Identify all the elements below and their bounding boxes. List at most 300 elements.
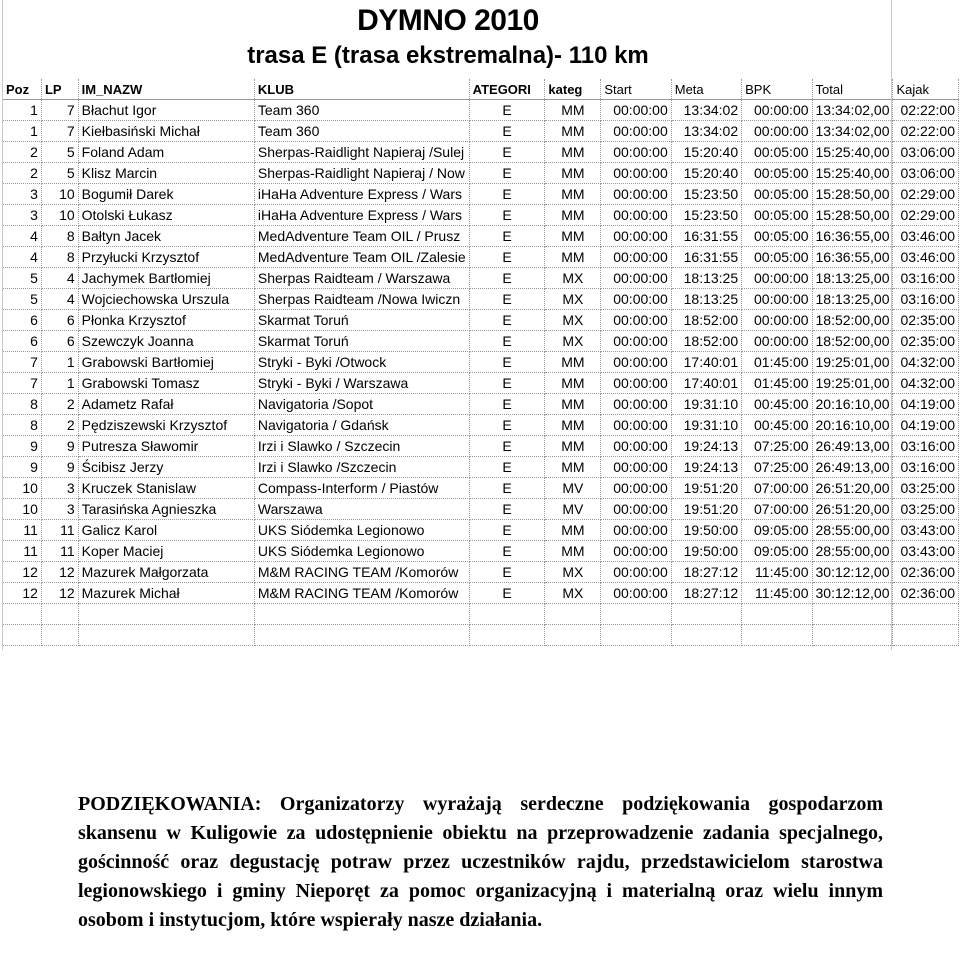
cell-club[interactable]: Stryki - Byki /Otwock bbox=[254, 352, 469, 373]
cell-bpk[interactable]: 00:05:00 bbox=[742, 247, 812, 268]
column-header-club[interactable]: KLUB bbox=[254, 79, 469, 100]
cell-bpk[interactable]: 09:05:00 bbox=[742, 541, 812, 562]
cell-start[interactable]: 00:00:00 bbox=[601, 184, 671, 205]
cell-name[interactable]: Mazurek Michał bbox=[78, 583, 254, 604]
cell-start[interactable]: 00:00:00 bbox=[601, 478, 671, 499]
cell-total[interactable]: 20:16:10,00 bbox=[812, 394, 893, 415]
cell-lp[interactable]: 11 bbox=[41, 520, 78, 541]
cell-bpk[interactable]: 00:00:00 bbox=[742, 331, 812, 352]
cell-category[interactable]: E bbox=[469, 100, 545, 121]
cell-category[interactable]: E bbox=[469, 394, 545, 415]
cell-name[interactable]: Klisz Marcin bbox=[78, 163, 254, 184]
cell-kajak[interactable]: 03:43:00 bbox=[893, 520, 959, 541]
cell-poz[interactable]: 10 bbox=[3, 499, 41, 520]
cell-category[interactable]: E bbox=[469, 415, 545, 436]
cell-club[interactable]: Skarmat Toruń bbox=[254, 331, 469, 352]
cell-lp[interactable]: 4 bbox=[41, 289, 78, 310]
cell-meta[interactable]: 13:34:02 bbox=[671, 121, 741, 142]
cell-name[interactable]: Grabowski Bartłomiej bbox=[78, 352, 254, 373]
cell-total[interactable]: 26:49:13,00 bbox=[812, 457, 893, 478]
cell-kajak[interactable]: 03:25:00 bbox=[893, 478, 959, 499]
cell-start[interactable]: 00:00:00 bbox=[601, 583, 671, 604]
cell-kateg[interactable]: MM bbox=[545, 121, 601, 142]
cell-lp[interactable]: 5 bbox=[41, 142, 78, 163]
table-row bbox=[3, 478, 959, 499]
cell-total[interactable]: 19:25:01,00 bbox=[812, 373, 893, 394]
column-header-meta[interactable]: Meta bbox=[671, 79, 741, 100]
cell-name[interactable]: Błachut Igor bbox=[78, 100, 254, 121]
cell-start[interactable]: 00:00:00 bbox=[601, 394, 671, 415]
column-header-poz[interactable]: Poz bbox=[3, 79, 41, 100]
cell-poz[interactable]: 8 bbox=[3, 394, 41, 415]
cell-poz[interactable]: 7 bbox=[3, 373, 41, 394]
cell-bpk[interactable]: 01:45:00 bbox=[742, 352, 812, 373]
cell-lp[interactable]: 2 bbox=[41, 415, 78, 436]
cell-start[interactable]: 00:00:00 bbox=[601, 541, 671, 562]
cell-kajak[interactable]: 02:35:00 bbox=[893, 331, 959, 352]
cell-club[interactable]: MedAdventure Team OIL /Zalesie bbox=[254, 247, 469, 268]
cell-total[interactable]: 13:34:02,00 bbox=[812, 100, 893, 121]
cell-bpk[interactable]: 11:45:00 bbox=[742, 583, 812, 604]
cell-club[interactable]: Sherpas-Raidlight Napieraj /Sulej bbox=[254, 142, 469, 163]
cell-name[interactable]: Tarasińska Agnieszka bbox=[78, 499, 254, 520]
cell-poz[interactable]: 2 bbox=[3, 163, 41, 184]
cell-start[interactable]: 00:00:00 bbox=[601, 205, 671, 226]
cell-category[interactable]: E bbox=[469, 247, 545, 268]
cell-kateg[interactable]: MM bbox=[545, 373, 601, 394]
cell-bpk[interactable]: 07:00:00 bbox=[742, 499, 812, 520]
cell-lp[interactable]: 6 bbox=[41, 331, 78, 352]
cell-start[interactable]: 00:00:00 bbox=[601, 436, 671, 457]
cell-kajak[interactable]: 03:25:00 bbox=[893, 499, 959, 520]
cell-kajak[interactable]: 03:06:00 bbox=[893, 163, 959, 184]
cell-category[interactable]: E bbox=[469, 121, 545, 142]
cell-name[interactable]: Mazurek Małgorzata bbox=[78, 562, 254, 583]
cell-lp[interactable]: 6 bbox=[41, 310, 78, 331]
cell-kateg[interactable]: MM bbox=[545, 205, 601, 226]
cell-bpk[interactable]: 11:45:00 bbox=[742, 562, 812, 583]
cell-start[interactable]: 00:00:00 bbox=[601, 310, 671, 331]
cell-lp[interactable]: 10 bbox=[41, 205, 78, 226]
cell-lp[interactable]: 3 bbox=[41, 478, 78, 499]
cell-poz[interactable]: 11 bbox=[3, 520, 41, 541]
cell-poz[interactable]: 3 bbox=[3, 205, 41, 226]
cell-club[interactable]: Skarmat Toruń bbox=[254, 310, 469, 331]
cell-start[interactable]: 00:00:00 bbox=[601, 142, 671, 163]
cell-kajak[interactable]: 02:29:00 bbox=[893, 205, 959, 226]
cell-total[interactable]: 16:36:55,00 bbox=[812, 226, 893, 247]
cell-poz[interactable]: 6 bbox=[3, 310, 41, 331]
cell-total[interactable]: 18:13:25,00 bbox=[812, 268, 893, 289]
empty-cell[interactable] bbox=[41, 604, 78, 625]
cell-club[interactable]: Sherpas-Raidlight Napieraj / Now bbox=[254, 163, 469, 184]
cell-name[interactable]: Adametz Rafał bbox=[78, 394, 254, 415]
cell-category[interactable]: E bbox=[469, 310, 545, 331]
cell-name[interactable]: Galicz Karol bbox=[78, 520, 254, 541]
cell-lp[interactable]: 10 bbox=[41, 184, 78, 205]
cell-kateg[interactable]: MX bbox=[545, 310, 601, 331]
cell-kateg[interactable]: MV bbox=[545, 478, 601, 499]
cell-name[interactable]: Kiełbasiński Michał bbox=[78, 121, 254, 142]
cell-total[interactable]: 26:49:13,00 bbox=[812, 436, 893, 457]
empty-cell[interactable] bbox=[254, 625, 469, 646]
cell-meta[interactable]: 15:23:50 bbox=[671, 184, 741, 205]
cell-club[interactable]: Irzi i Slawko / Szczecin bbox=[254, 436, 469, 457]
empty-cell[interactable] bbox=[78, 604, 254, 625]
empty-row bbox=[3, 604, 959, 625]
cell-total[interactable]: 15:28:50,00 bbox=[812, 205, 893, 226]
cell-club[interactable]: Stryki - Byki / Warszawa bbox=[254, 373, 469, 394]
cell-bpk[interactable]: 00:00:00 bbox=[742, 310, 812, 331]
cell-kajak[interactable]: 03:06:00 bbox=[893, 142, 959, 163]
cell-start[interactable]: 00:00:00 bbox=[601, 331, 671, 352]
cell-club[interactable]: M&M RACING TEAM /Komorów bbox=[254, 583, 469, 604]
cell-kateg[interactable]: MX bbox=[545, 268, 601, 289]
cell-lp[interactable]: 9 bbox=[41, 457, 78, 478]
cell-name[interactable]: Wojciechowska Urszula bbox=[78, 289, 254, 310]
cell-poz[interactable]: 4 bbox=[3, 247, 41, 268]
cell-club[interactable]: UKS Siódemka Legionowo bbox=[254, 541, 469, 562]
cell-meta[interactable]: 16:31:55 bbox=[671, 247, 741, 268]
cell-lp[interactable]: 4 bbox=[41, 268, 78, 289]
cell-meta[interactable]: 18:27:12 bbox=[671, 583, 741, 604]
cell-name[interactable]: Koper Maciej bbox=[78, 541, 254, 562]
cell-meta[interactable]: 18:27:12 bbox=[671, 562, 741, 583]
cell-meta[interactable]: 19:24:13 bbox=[671, 436, 741, 457]
cell-lp[interactable]: 8 bbox=[41, 247, 78, 268]
cell-meta[interactable]: 17:40:01 bbox=[671, 352, 741, 373]
cell-total[interactable]: 26:51:20,00 bbox=[812, 478, 893, 499]
cell-meta[interactable]: 19:51:20 bbox=[671, 478, 741, 499]
cell-meta[interactable]: 15:20:40 bbox=[671, 142, 741, 163]
cell-lp[interactable]: 2 bbox=[41, 394, 78, 415]
cell-total[interactable]: 28:55:00,00 bbox=[812, 520, 893, 541]
cell-club[interactable]: Team 360 bbox=[254, 121, 469, 142]
cell-name[interactable]: Grabowski Tomasz bbox=[78, 373, 254, 394]
cell-poz[interactable]: 3 bbox=[3, 184, 41, 205]
cell-poz[interactable]: 7 bbox=[3, 352, 41, 373]
cell-total[interactable]: 20:16:10,00 bbox=[812, 415, 893, 436]
cell-bpk[interactable]: 00:05:00 bbox=[742, 142, 812, 163]
cell-kateg[interactable]: MM bbox=[545, 184, 601, 205]
cell-meta[interactable]: 18:13:25 bbox=[671, 268, 741, 289]
cell-bpk[interactable]: 00:05:00 bbox=[742, 163, 812, 184]
cell-poz[interactable]: 11 bbox=[3, 541, 41, 562]
cell-poz[interactable]: 1 bbox=[3, 100, 41, 121]
cell-kateg[interactable]: MM bbox=[545, 520, 601, 541]
cell-bpk[interactable]: 07:25:00 bbox=[742, 457, 812, 478]
cell-kajak[interactable]: 03:16:00 bbox=[893, 436, 959, 457]
cell-meta[interactable]: 18:13:25 bbox=[671, 289, 741, 310]
cell-kateg[interactable]: MM bbox=[545, 247, 601, 268]
cell-name[interactable]: Otolski Łukasz bbox=[78, 205, 254, 226]
cell-lp[interactable]: 1 bbox=[41, 373, 78, 394]
cell-lp[interactable]: 5 bbox=[41, 163, 78, 184]
cell-name[interactable]: Płonka Krzysztof bbox=[78, 310, 254, 331]
cell-bpk[interactable]: 01:45:00 bbox=[742, 373, 812, 394]
cell-club[interactable]: iHaHa Adventure Express / Wars bbox=[254, 205, 469, 226]
cell-kateg[interactable]: MX bbox=[545, 562, 601, 583]
cell-poz[interactable]: 5 bbox=[3, 289, 41, 310]
cell-name[interactable]: Putresza Sławomir bbox=[78, 436, 254, 457]
cell-start[interactable]: 00:00:00 bbox=[601, 520, 671, 541]
empty-cell[interactable] bbox=[893, 625, 959, 646]
cell-kateg[interactable]: MV bbox=[545, 499, 601, 520]
cell-club[interactable]: M&M RACING TEAM /Komorów bbox=[254, 562, 469, 583]
cell-kajak[interactable]: 04:19:00 bbox=[893, 394, 959, 415]
cell-kateg[interactable]: MM bbox=[545, 100, 601, 121]
cell-meta[interactable]: 13:34:02 bbox=[671, 100, 741, 121]
empty-cell[interactable] bbox=[601, 604, 671, 625]
cell-start[interactable]: 00:00:00 bbox=[601, 163, 671, 184]
cell-meta[interactable]: 16:31:55 bbox=[671, 226, 741, 247]
cell-club[interactable]: Navigatoria / Gdańsk bbox=[254, 415, 469, 436]
cell-bpk[interactable]: 00:45:00 bbox=[742, 415, 812, 436]
cell-start[interactable]: 00:00:00 bbox=[601, 268, 671, 289]
empty-cell[interactable] bbox=[893, 604, 959, 625]
cell-bpk[interactable]: 00:05:00 bbox=[742, 205, 812, 226]
cell-start[interactable]: 00:00:00 bbox=[601, 289, 671, 310]
cell-kajak[interactable]: 03:16:00 bbox=[893, 457, 959, 478]
cell-category[interactable]: E bbox=[469, 436, 545, 457]
cell-category[interactable]: E bbox=[469, 163, 545, 184]
table-row bbox=[3, 562, 959, 583]
cell-kajak[interactable]: 03:46:00 bbox=[893, 247, 959, 268]
cell-category[interactable]: E bbox=[469, 478, 545, 499]
cell-kajak[interactable]: 04:19:00 bbox=[893, 415, 959, 436]
cell-kateg[interactable]: MM bbox=[545, 226, 601, 247]
cell-kateg[interactable]: MX bbox=[545, 289, 601, 310]
cell-kajak[interactable]: 02:36:00 bbox=[893, 583, 959, 604]
cell-club[interactable]: Compass-Interform / Piastów bbox=[254, 478, 469, 499]
cell-category[interactable]: E bbox=[469, 562, 545, 583]
cell-name[interactable]: Kruczek Stanislaw bbox=[78, 478, 254, 499]
cell-poz[interactable]: 5 bbox=[3, 268, 41, 289]
cell-name[interactable]: Ścibisz Jerzy bbox=[78, 457, 254, 478]
column-header-kateg[interactable]: kateg bbox=[545, 79, 601, 100]
cell-lp[interactable]: 12 bbox=[41, 583, 78, 604]
cell-meta[interactable]: 18:52:00 bbox=[671, 331, 741, 352]
cell-total[interactable]: 26:51:20,00 bbox=[812, 499, 893, 520]
cell-name[interactable]: Szewczyk Joanna bbox=[78, 331, 254, 352]
cell-meta[interactable]: 18:52:00 bbox=[671, 310, 741, 331]
cell-category[interactable]: E bbox=[469, 583, 545, 604]
cell-kajak[interactable]: 02:29:00 bbox=[893, 184, 959, 205]
cell-club[interactable]: Team 360 bbox=[254, 100, 469, 121]
column-header-kajak[interactable]: Kajak bbox=[893, 79, 959, 100]
cell-start[interactable]: 00:00:00 bbox=[601, 352, 671, 373]
cell-lp[interactable]: 11 bbox=[41, 541, 78, 562]
cell-kajak[interactable]: 02:22:00 bbox=[893, 100, 959, 121]
cell-total[interactable]: 30:12:12,00 bbox=[812, 583, 893, 604]
cell-club[interactable]: Irzi i Slawko /Szczecin bbox=[254, 457, 469, 478]
cell-start[interactable]: 00:00:00 bbox=[601, 562, 671, 583]
cell-name[interactable]: Pędziszewski Krzysztof bbox=[78, 415, 254, 436]
cell-bpk[interactable]: 00:00:00 bbox=[742, 268, 812, 289]
cell-poz[interactable]: 4 bbox=[3, 226, 41, 247]
cell-kateg[interactable]: MM bbox=[545, 142, 601, 163]
cell-start[interactable]: 00:00:00 bbox=[601, 121, 671, 142]
cell-poz[interactable]: 6 bbox=[3, 331, 41, 352]
cell-start[interactable]: 00:00:00 bbox=[601, 373, 671, 394]
cell-start[interactable]: 00:00:00 bbox=[601, 499, 671, 520]
empty-cell[interactable] bbox=[3, 625, 41, 646]
cell-total[interactable]: 13:34:02,00 bbox=[812, 121, 893, 142]
cell-bpk[interactable]: 00:00:00 bbox=[742, 121, 812, 142]
empty-cell[interactable] bbox=[3, 604, 41, 625]
column-header-category[interactable]: ATEGORI bbox=[469, 79, 545, 100]
cell-total[interactable]: 15:25:40,00 bbox=[812, 142, 893, 163]
cell-category[interactable]: E bbox=[469, 520, 545, 541]
cell-poz[interactable]: 2 bbox=[3, 142, 41, 163]
cell-total[interactable]: 18:52:00,00 bbox=[812, 331, 893, 352]
cell-lp[interactable]: 7 bbox=[41, 121, 78, 142]
cell-total[interactable]: 18:52:00,00 bbox=[812, 310, 893, 331]
empty-cell[interactable] bbox=[742, 604, 812, 625]
cell-poz[interactable]: 12 bbox=[3, 562, 41, 583]
cell-kajak[interactable]: 03:46:00 bbox=[893, 226, 959, 247]
column-header-start[interactable]: Start bbox=[601, 79, 671, 100]
cell-poz[interactable]: 9 bbox=[3, 436, 41, 457]
cell-lp[interactable]: 9 bbox=[41, 436, 78, 457]
cell-category[interactable]: E bbox=[469, 205, 545, 226]
cell-name[interactable]: Przyłucki Krzysztof bbox=[78, 247, 254, 268]
cell-bpk[interactable]: 00:45:00 bbox=[742, 394, 812, 415]
cell-kateg[interactable]: MM bbox=[545, 541, 601, 562]
cell-bpk[interactable]: 00:05:00 bbox=[742, 226, 812, 247]
cell-kateg[interactable]: MM bbox=[545, 415, 601, 436]
cell-kajak[interactable]: 03:16:00 bbox=[893, 268, 959, 289]
cell-meta[interactable]: 17:40:01 bbox=[671, 373, 741, 394]
cell-category[interactable]: E bbox=[469, 142, 545, 163]
cell-kajak[interactable]: 02:22:00 bbox=[893, 121, 959, 142]
cell-club[interactable]: Sherpas Raidteam /Nowa Iwiczn bbox=[254, 289, 469, 310]
column-header-total[interactable]: Total bbox=[812, 79, 893, 100]
cell-category[interactable]: E bbox=[469, 289, 545, 310]
cell-poz[interactable]: 10 bbox=[3, 478, 41, 499]
cell-meta[interactable]: 15:20:40 bbox=[671, 163, 741, 184]
cell-name[interactable]: Bogumił Darek bbox=[78, 184, 254, 205]
empty-cell[interactable] bbox=[601, 625, 671, 646]
cell-total[interactable]: 30:12:12,00 bbox=[812, 562, 893, 583]
empty-cell[interactable] bbox=[41, 625, 78, 646]
cell-bpk[interactable]: 09:05:00 bbox=[742, 520, 812, 541]
empty-cell[interactable] bbox=[671, 625, 741, 646]
cell-kateg[interactable]: MM bbox=[545, 457, 601, 478]
cell-lp[interactable]: 7 bbox=[41, 100, 78, 121]
empty-cell[interactable] bbox=[812, 604, 893, 625]
empty-cell[interactable] bbox=[254, 604, 469, 625]
cell-kateg[interactable]: MM bbox=[545, 163, 601, 184]
cell-kajak[interactable]: 04:32:00 bbox=[893, 352, 959, 373]
cell-total[interactable]: 28:55:00,00 bbox=[812, 541, 893, 562]
cell-kateg[interactable]: MX bbox=[545, 331, 601, 352]
cell-category[interactable]: E bbox=[469, 373, 545, 394]
empty-cell[interactable] bbox=[469, 625, 545, 646]
empty-cell[interactable] bbox=[671, 604, 741, 625]
cell-kateg[interactable]: MM bbox=[545, 394, 601, 415]
cell-bpk[interactable]: 00:00:00 bbox=[742, 100, 812, 121]
cell-name[interactable]: Jachymek Bartłomiej bbox=[78, 268, 254, 289]
cell-club[interactable]: Sherpas Raidteam / Warszawa bbox=[254, 268, 469, 289]
cell-lp[interactable]: 1 bbox=[41, 352, 78, 373]
cell-lp[interactable]: 3 bbox=[41, 499, 78, 520]
cell-club[interactable]: UKS Siódemka Legionowo bbox=[254, 520, 469, 541]
cell-poz[interactable]: 9 bbox=[3, 457, 41, 478]
cell-category[interactable]: E bbox=[469, 352, 545, 373]
cell-start[interactable]: 00:00:00 bbox=[601, 100, 671, 121]
cell-total[interactable]: 18:13:25,00 bbox=[812, 289, 893, 310]
empty-cell[interactable] bbox=[78, 625, 254, 646]
cell-meta[interactable]: 19:24:13 bbox=[671, 457, 741, 478]
cell-poz[interactable]: 12 bbox=[3, 583, 41, 604]
cell-kateg[interactable]: MM bbox=[545, 436, 601, 457]
cell-category[interactable]: E bbox=[469, 457, 545, 478]
cell-kajak[interactable]: 03:43:00 bbox=[893, 541, 959, 562]
cell-kajak[interactable]: 02:35:00 bbox=[893, 310, 959, 331]
cell-bpk[interactable]: 07:00:00 bbox=[742, 478, 812, 499]
cell-start[interactable]: 00:00:00 bbox=[601, 226, 671, 247]
column-header-bpk[interactable]: BPK bbox=[742, 79, 812, 100]
cell-poz[interactable]: 8 bbox=[3, 415, 41, 436]
cell-category[interactable]: E bbox=[469, 184, 545, 205]
cell-club[interactable]: iHaHa Adventure Express / Wars bbox=[254, 184, 469, 205]
cell-kajak[interactable]: 03:16:00 bbox=[893, 289, 959, 310]
cell-club[interactable]: MedAdventure Team OIL / Prusz bbox=[254, 226, 469, 247]
cell-kateg[interactable]: MM bbox=[545, 352, 601, 373]
cell-total[interactable]: 19:25:01,00 bbox=[812, 352, 893, 373]
cell-total[interactable]: 15:28:50,00 bbox=[812, 184, 893, 205]
cell-bpk[interactable]: 07:25:00 bbox=[742, 436, 812, 457]
cell-meta[interactable]: 19:31:10 bbox=[671, 415, 741, 436]
cell-meta[interactable]: 19:50:00 bbox=[671, 520, 741, 541]
cell-kateg[interactable]: MX bbox=[545, 583, 601, 604]
cell-poz[interactable]: 1 bbox=[3, 121, 41, 142]
cell-total[interactable]: 15:25:40,00 bbox=[812, 163, 893, 184]
cell-meta[interactable]: 19:51:20 bbox=[671, 499, 741, 520]
cell-start[interactable]: 00:00:00 bbox=[601, 415, 671, 436]
cell-meta[interactable]: 19:50:00 bbox=[671, 541, 741, 562]
cell-category[interactable]: E bbox=[469, 331, 545, 352]
cell-kajak[interactable]: 04:32:00 bbox=[893, 373, 959, 394]
column-header-lp[interactable]: LP bbox=[41, 79, 78, 100]
cell-meta[interactable]: 15:23:50 bbox=[671, 205, 741, 226]
cell-category[interactable]: E bbox=[469, 541, 545, 562]
empty-cell[interactable] bbox=[545, 604, 601, 625]
cell-total[interactable]: 16:36:55,00 bbox=[812, 247, 893, 268]
cell-category[interactable]: E bbox=[469, 226, 545, 247]
cell-start[interactable]: 00:00:00 bbox=[601, 457, 671, 478]
empty-cell[interactable] bbox=[812, 625, 893, 646]
column-header-name[interactable]: IM_NAZW bbox=[78, 79, 254, 100]
empty-cell[interactable] bbox=[742, 625, 812, 646]
cell-name[interactable]: Bałtyn Jacek bbox=[78, 226, 254, 247]
empty-cell[interactable] bbox=[469, 604, 545, 625]
cell-lp[interactable]: 8 bbox=[41, 226, 78, 247]
cell-category[interactable]: E bbox=[469, 268, 545, 289]
cell-name[interactable]: Foland Adam bbox=[78, 142, 254, 163]
cell-club[interactable]: Navigatoria /Sopot bbox=[254, 394, 469, 415]
cell-bpk[interactable]: 00:05:00 bbox=[742, 184, 812, 205]
cell-category[interactable]: E bbox=[469, 499, 545, 520]
cell-start[interactable]: 00:00:00 bbox=[601, 247, 671, 268]
cell-meta[interactable]: 19:31:10 bbox=[671, 394, 741, 415]
cell-bpk[interactable]: 00:00:00 bbox=[742, 289, 812, 310]
empty-cell[interactable] bbox=[545, 625, 601, 646]
cell-club[interactable]: Warszawa bbox=[254, 499, 469, 520]
cell-kajak[interactable]: 02:36:00 bbox=[893, 562, 959, 583]
cell-lp[interactable]: 12 bbox=[41, 562, 78, 583]
